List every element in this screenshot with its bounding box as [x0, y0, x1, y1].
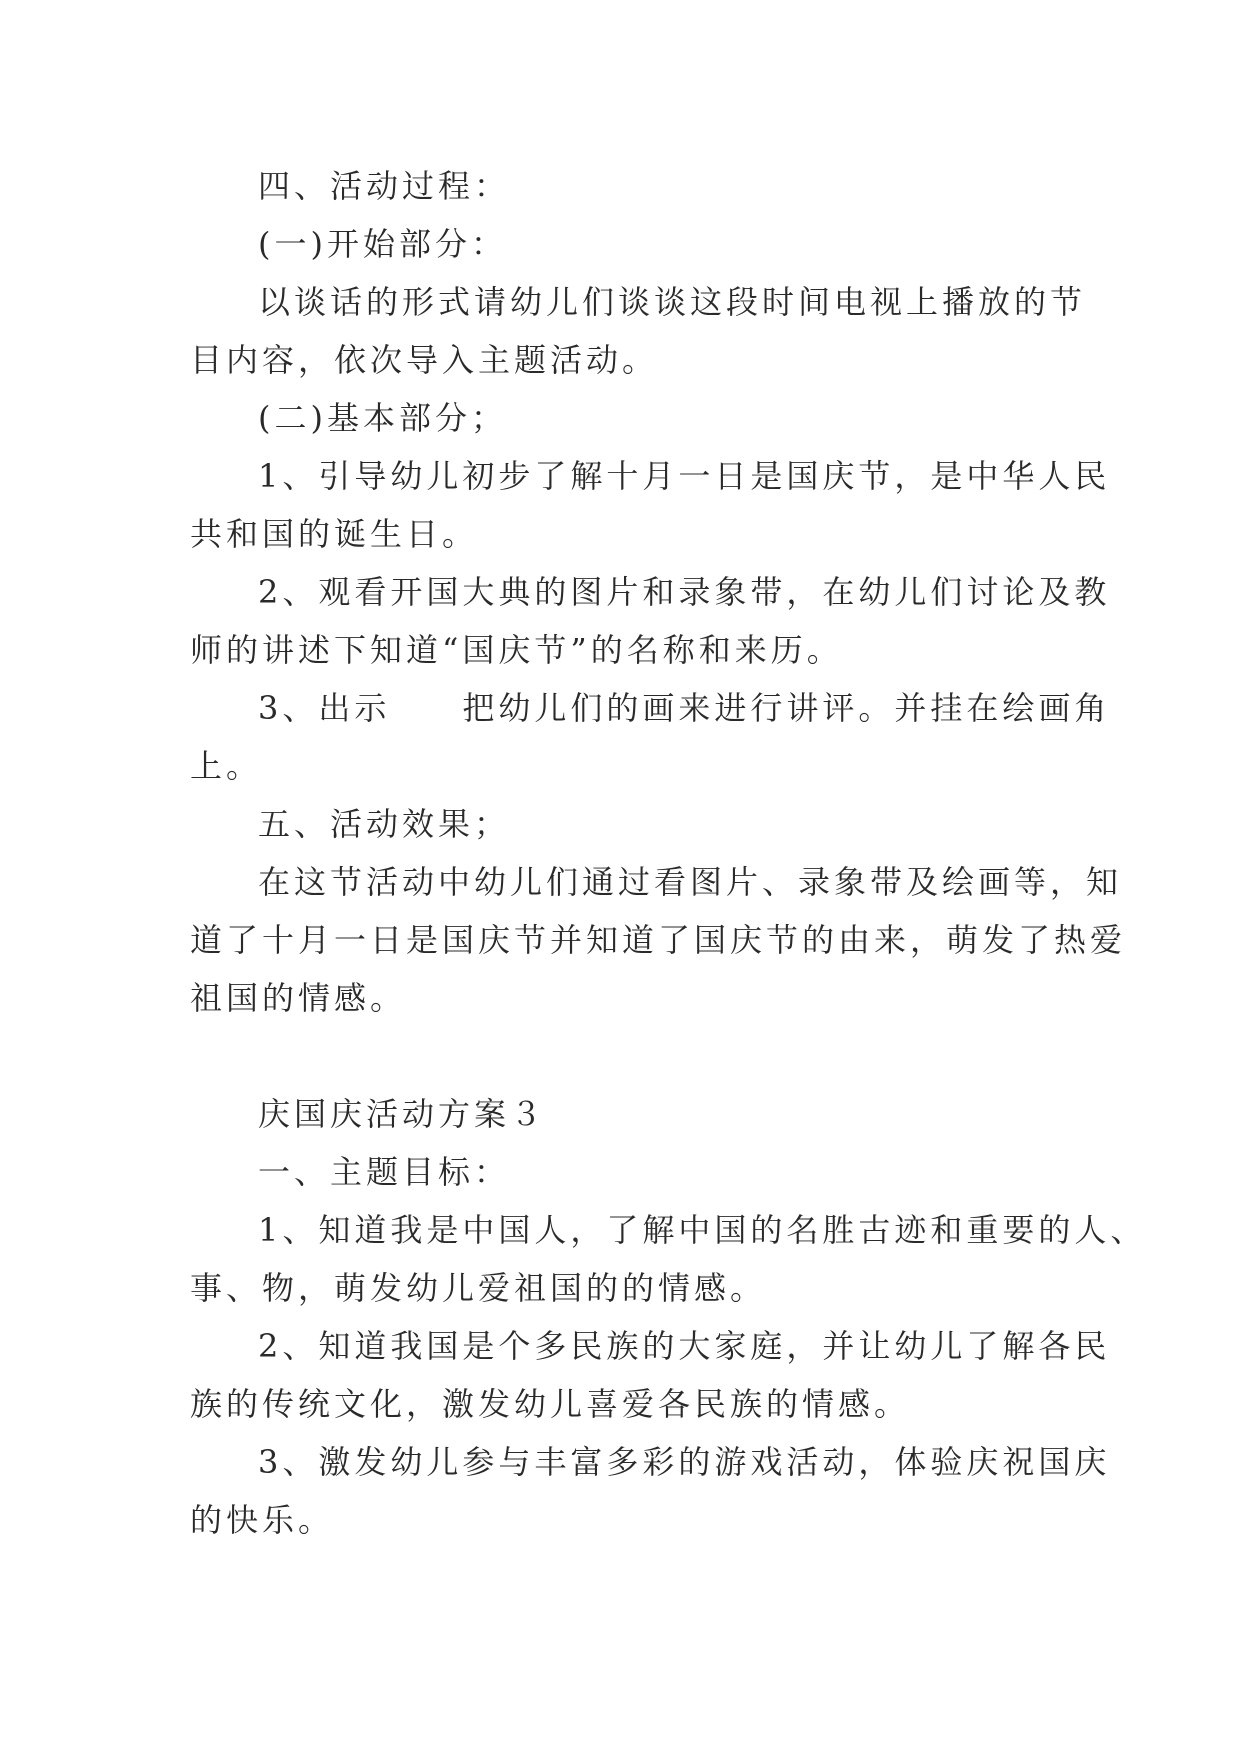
paragraph-line: 道了十月一日是国庆节并知道了国庆节的由来，萌发了热爱 [190, 921, 1127, 959]
paragraph-line: 族的传统文化，激发幼儿喜爱各民族的情感。 [190, 1385, 911, 1423]
paragraph-line: 上。 [190, 747, 263, 785]
paragraph-line: 事、物，萌发幼儿爱祖国的的情感。 [190, 1269, 767, 1307]
section-heading-theme-goals: 一、主题目标： [258, 1153, 511, 1191]
subheading-basic-part: (二)基本部分； [258, 399, 507, 437]
section-heading-activity-effect: 五、活动效果； [258, 805, 511, 843]
paragraph-line: 的快乐。 [190, 1501, 335, 1539]
section-heading-activity-process: 四、活动过程： [258, 167, 511, 205]
paragraph-line: 3、出示 把幼儿们的画来进行讲评。并挂在绘画角 [258, 689, 1111, 727]
paragraph-line: 目内容，依次导入主题活动。 [190, 341, 659, 379]
paragraph-line: 2、知道我国是个多民族的大家庭，并让幼儿了解各民 [258, 1327, 1111, 1365]
document-section-title: 庆国庆活动方案３ [258, 1095, 547, 1133]
paragraph-line: 在这节活动中幼儿们通过看图片、录象带及绘画等，知 [258, 863, 1123, 901]
paragraph-line: 祖国的情感。 [190, 979, 407, 1017]
paragraph-line: 1、知道我是中国人，了解中国的名胜古迹和重要的人、 [258, 1211, 1147, 1249]
paragraph-line: 1、引导幼儿初步了解十月一日是国庆节，是中华人民 [258, 457, 1111, 495]
paragraph-line: 3、激发幼儿参与丰富多彩的游戏活动，体验庆祝国庆 [258, 1443, 1111, 1481]
paragraph-line: 以谈话的形式请幼儿们谈谈这段时间电视上播放的节 [258, 283, 1087, 321]
paragraph-line: 师的讲述下知道“国庆节”的名称和来历。 [190, 631, 843, 669]
subheading-opening-part: (一)开始部分： [258, 225, 507, 263]
paragraph-line: 共和国的诞生日。 [190, 515, 479, 553]
paragraph-line: 2、观看开国大典的图片和录象带，在幼儿们讨论及教 [258, 573, 1111, 611]
